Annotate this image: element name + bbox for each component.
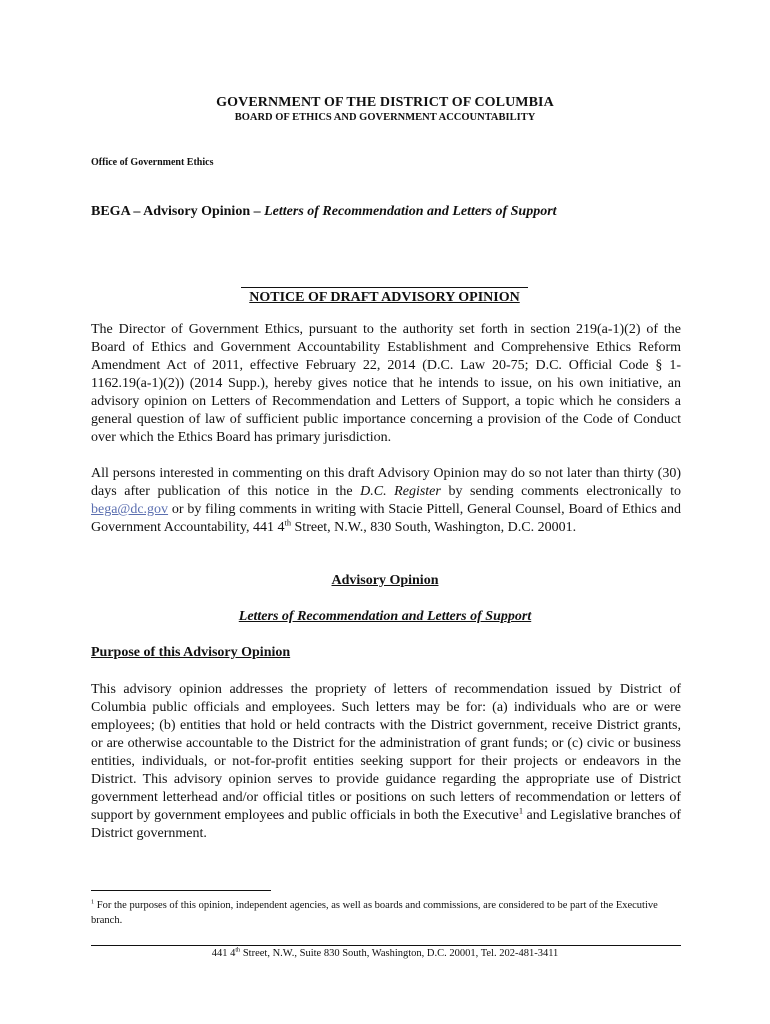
footer-ordinal: th bbox=[235, 946, 241, 954]
notice-title: NOTICE OF DRAFT ADVISORY OPINION bbox=[249, 290, 520, 305]
subject-italic: Letters of Recommendation and Letters of Support bbox=[264, 204, 557, 219]
comments-text-4: Street, N.W., 830 South, Washington, D.C. 20001. bbox=[291, 520, 577, 535]
footer-rule bbox=[91, 945, 681, 946]
subject-prefix: BEGA – Advisory Opinion – bbox=[91, 204, 265, 219]
paragraph-comments bbox=[91, 465, 681, 537]
email-link[interactable]: bega@dc.gov bbox=[91, 502, 169, 517]
footnote-mark: 1 bbox=[91, 898, 95, 906]
comments-text-1: All persons interested in commenting on this draft Advisory Opinion may do so not later than thirty (30) days after publication of this notice in the bbox=[91, 466, 681, 499]
footnote bbox=[91, 898, 681, 928]
advisory-opinion-subheading: Letters of Recommendation and Letters of Support bbox=[238, 609, 532, 624]
footer-address bbox=[0, 948, 770, 959]
subject-line bbox=[91, 204, 557, 220]
dc-register: D.C. Register bbox=[360, 484, 441, 499]
purpose-heading: Purpose of this Advisory Opinion bbox=[91, 645, 291, 660]
footnote-text: For the purposes of this opinion, independent agencies, as well as boards and commissions, are considered to be part of the Executive branch. bbox=[91, 900, 658, 926]
footer-text-2: Street, N.W., Suite 830 South, Washington, D.C. 20001, Tel. 202-481-3411 bbox=[240, 948, 559, 959]
government-title: GOVERNMENT OF THE DISTRICT OF COLUMBIA bbox=[216, 95, 554, 110]
comments-text-2: by sending comments electronically to bbox=[440, 484, 681, 499]
purpose-text-end: and Legislative branches of District government. bbox=[91, 808, 682, 841]
footnote-separator bbox=[91, 890, 271, 891]
office-label: Office of Government Ethics bbox=[91, 157, 214, 168]
notice-overline bbox=[241, 287, 528, 288]
purpose-text: This advisory opinion addresses the propriety of letters of recommendation issued by District of Columbia public officials and employees. Such letters may be for: (a) individuals who are or were employees; (b) entities that hold or held contracts with the District government, receive District grants, or are otherwise accountable to the District for the administration of grant funds; or (c) civic or business entities, individuals, or not-for-profit entities seeking support for their projects or endeavors in the District. This advisory opinion serves to provide guidance regarding the appropriate use of District government letterhead and/or official titles or positions on such letters of recommendation or letters of support by government employees and public officials in both the Executive bbox=[91, 682, 681, 823]
paragraph-authority: The Director of Government Ethics, pursuant to the authority set forth in section 219(a-1)(2) of the Board of Ethics and Government Accountability Establishment and Comprehensive Ethics Reform Amendment Act of 2011, effective February 22, 2014 (D.C. Law 20-75; D.C. Official Code § 1-1162.19(a-1)(2)) (2014 Supp.), hereby gives notice that he intends to issue, on his own initiative, an advisory opinion on Letters of Recommendation and Letters of Support, a topic which he considers a general question of law of sufficient public importance concerning a provision of the Code of Conduct over which the Ethics Board has primary jurisdiction. bbox=[91, 322, 681, 445]
ordinal-suffix: th bbox=[284, 518, 292, 528]
comments-text-3: or by filing comments in writing with Stacie Pittell, General Counsel, Board of Ethics and Government Accountability, 441 4 bbox=[91, 502, 681, 535]
footnote-reference[interactable]: 1 bbox=[518, 806, 524, 816]
board-title: BOARD OF ETHICS AND GOVERNMENT ACCOUNTABILITY bbox=[234, 112, 536, 123]
advisory-opinion-heading: Advisory Opinion bbox=[331, 573, 439, 588]
paragraph-purpose bbox=[91, 681, 681, 843]
footer-text-1: 441 4 bbox=[211, 948, 236, 959]
